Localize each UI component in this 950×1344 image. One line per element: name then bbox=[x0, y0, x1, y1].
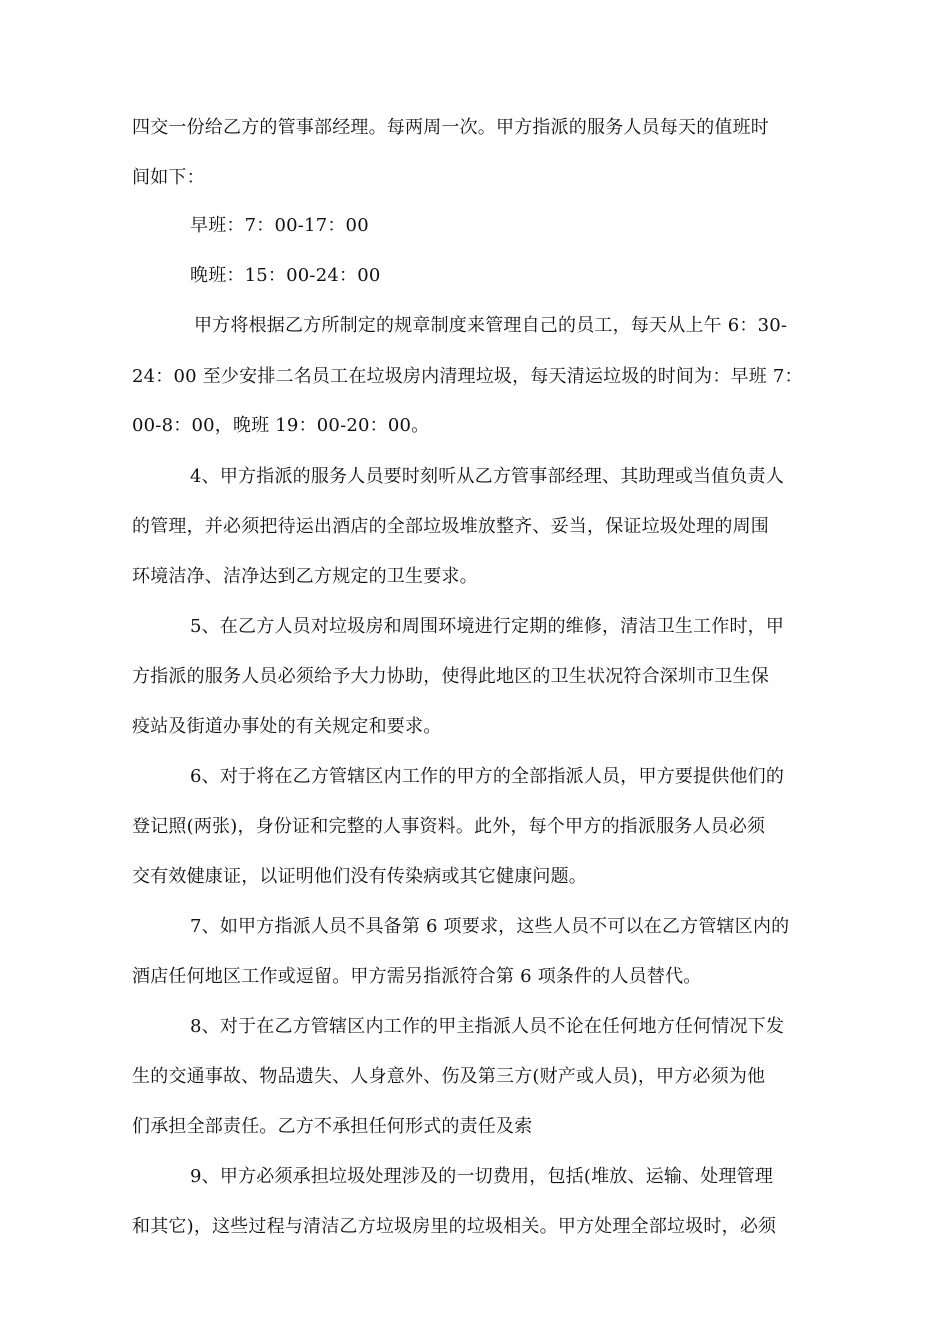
text-line: 环境洁净、洁净达到乙方规定的卫生要求。 bbox=[132, 566, 478, 587]
text-line: 甲方将根据乙方所制定的规章制度来管理自己的员工，每天从上午 6：30- bbox=[194, 315, 788, 336]
text-line: 晚班：15：00-24：00 bbox=[190, 265, 381, 286]
text-line: 6、对于将在乙方管辖区内工作的甲方的全部指派人员，甲方要提供他们的 bbox=[190, 766, 785, 787]
text-line: 和其它)，这些过程与清洁乙方垃圾房里的垃圾相关。甲方处理全部垃圾时，必须 bbox=[132, 1216, 777, 1237]
text-line: 四交一份给乙方的管事部经理。每两周一次。甲方指派的服务人员每天的值班时 bbox=[132, 117, 769, 138]
text-line: 登记照(两张)，身份证和完整的人事资料。此外，每个甲方的指派服务人员必须 bbox=[132, 816, 766, 837]
text-line: 5、在乙方人员对垃圾房和周围环境进行定期的维修，清洁卫生工作时，甲 bbox=[190, 616, 785, 637]
text-line: 8、对于在乙方管辖区内工作的甲主指派人员不论在任何地方任何情况下发 bbox=[190, 1016, 785, 1037]
text-line: 方指派的服务人员必须给予大力协助，使得此地区的卫生状况符合深圳市卫生保 bbox=[132, 666, 769, 687]
text-line: 24：00 至少安排二名员工在垃圾房内清理垃圾，每天清运垃圾的时间为：早班 7： bbox=[132, 366, 803, 387]
text-line: 7、如甲方指派人员不具备第 6 项要求，这些人员不可以在乙方管辖区内的 bbox=[190, 916, 790, 937]
text-line: 疫站及街道办事处的有关规定和要求。 bbox=[132, 716, 442, 737]
text-line: 交有效健康证，以证明他们没有传染病或其它健康问题。 bbox=[132, 866, 587, 887]
text-line: 生的交通事故、物品遗失、人身意外、伤及第三方(财产或人员)，甲方必须为他 bbox=[132, 1066, 766, 1087]
text-line: 9、甲方必须承担垃圾处理涉及的一切费用，包括(堆放、运输、处理管理 bbox=[190, 1166, 774, 1187]
text-line: 00-8：00，晚班 19：00-20：00。 bbox=[132, 415, 430, 436]
text-line: 早班：7：00-17：00 bbox=[190, 215, 369, 236]
text-line: 4、甲方指派的服务人员要时刻听从乙方管事部经理、其助理或当值负责人 bbox=[190, 466, 785, 487]
text-line: 间如下： bbox=[132, 167, 205, 188]
text-line: 酒店任何地区工作或逗留。甲方需另指派符合第 6 项条件的人员替代。 bbox=[132, 966, 702, 987]
text-line: 们承担全部责任。乙方不承担任何形式的责任及索 bbox=[132, 1116, 533, 1137]
text-line: 的管理，并必须把待运出酒店的全部垃圾堆放整齐、妥当，保证垃圾处理的周围 bbox=[132, 516, 769, 537]
